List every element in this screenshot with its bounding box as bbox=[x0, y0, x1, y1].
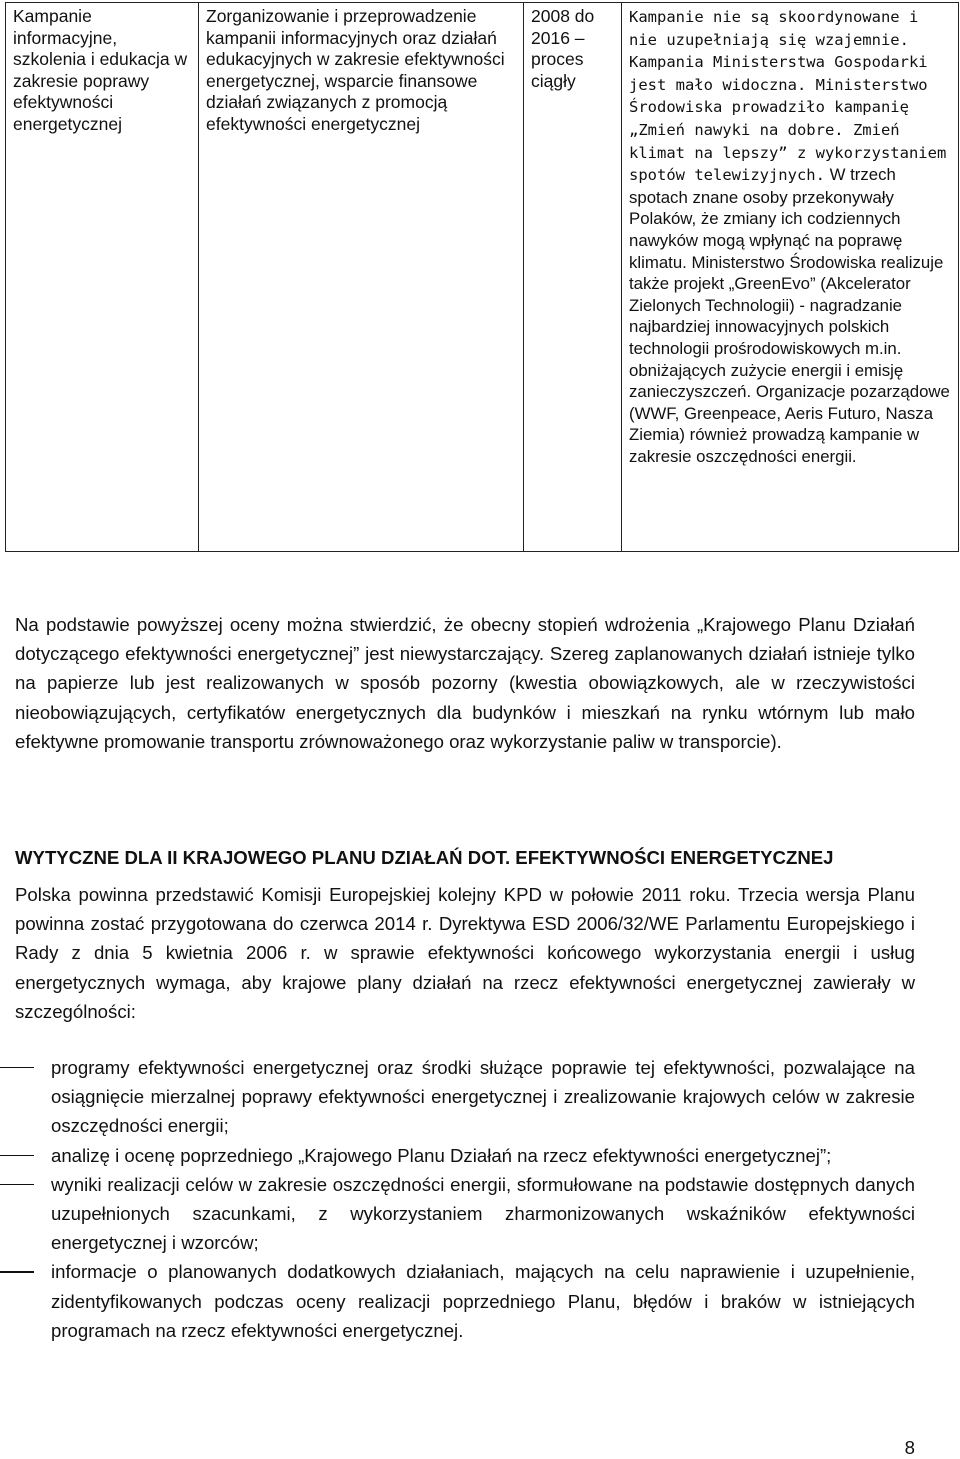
list-item-text: informacje o planowanych dodatkowych działaniach, mających na celu naprawienie i uzupełnienie, zidentyfikowanych podczas oceny realizacji poprzedniego Planu, błędów i braków w istniejących programach na rzecz efektywności energetycznej. bbox=[51, 1261, 915, 1341]
requirements-list bbox=[0, 1053, 915, 1345]
assessment-cell bbox=[622, 3, 959, 552]
list-item bbox=[0, 1053, 915, 1141]
list-item-text: wyniki realizacji celów w zakresie oszczędności energii, sformułowane na podstawie dostępnych danych uzupełnionych szacunkami, z wykorzystaniem zharmonizowanych wskaźników efektywności energetycznej i wzorców; bbox=[51, 1173, 915, 1254]
assessment-text-part2: W trzech spotach znane osoby przekonywały Polaków, że zmiany ich codziennych nawyków mogą wpłynąć na poprawę klimatu. Ministerstwo Środowiska realizuje także projekt „GreenEvo” (Akcelerator Zielonych Technologii) - nagradzanie najbardziej innowacyjnych polskich technologii prośrodowiskowych m.in. obniżających zużycie energii i emisję zanieczyszczeń. Organizacje pozarządowe (WWF, Greenpeace, Aeris Futuro, Nasza Ziemia) również prowadzą kampanie w zakresie oszczędności energii. bbox=[629, 165, 950, 466]
dash-bullet-icon bbox=[0, 1067, 34, 1068]
list-item bbox=[0, 1257, 915, 1345]
section-heading: WYTYCZNE DLA II KRAJOWEGO PLANU DZIAŁAŃ DOT. EFEKTYWNOŚCI ENERGETYCZNEJ bbox=[15, 847, 834, 868]
description-cell: Zorganizowanie i przeprowadzenie kampanii informacyjnych oraz działań edukacyjnych w zakresie efektywności energetycznej, wsparcie finansowe działań związanych z promocją efektywności energetycznej bbox=[199, 3, 524, 552]
category-cell: Kampanie informacyjne, szkolenia i edukacja w zakresie poprawy efektywności energetycznej bbox=[6, 3, 199, 552]
list-item-text: programy efektywności energetycznej oraz środki służące poprawie tej efektywności, pozwalające na osiągnięcie mierzalnej poprawy efektywności energetycznej i zrealizowanie krajowych celów w zakresie oszczędności energii; bbox=[51, 1057, 915, 1137]
table-row bbox=[6, 3, 959, 552]
list-item bbox=[0, 1141, 915, 1170]
dash-bullet-icon bbox=[0, 1271, 34, 1272]
assessment-text-part1: Kampanie nie są skoordynowane i nie uzupełniają się wzajemnie. Kampania Ministerstwa Gospodarki jest mało widoczna. Ministerstwo Środowiska prowadziło kampanię „Zmień nawyki na dobre. Zmień klimat na lepszy” z wykorzystaniem spotów telewizyjnych. bbox=[629, 8, 947, 185]
period-cell: 2008 do 2016 – proces ciągły bbox=[524, 3, 622, 552]
conclusion-paragraph: Na podstawie powyższej oceny można stwierdzić, że obecny stopień wdrożenia „Krajowego Planu Działań dotyczącego efektywności energetycznej” jest niewystarczający. Szereg zaplanowanych działań istnieje tylko na papierze lub jest realizowanych w sposób pozorny (kwestia obowiązkowych, ale w rzeczywistości nieobowiązujących, certyfikatów energetycznych dla budynków i mieszkań na rynku wtórnym lub mało efektywne promowanie transportu zrównoważonego oraz wykorzystanie paliw w transporcie). bbox=[15, 614, 915, 752]
dash-bullet-icon bbox=[0, 1155, 34, 1156]
page-number: 8 bbox=[904, 1437, 915, 1458]
list-item-text: analizę i ocenę poprzedniego „Krajowego Planu Działań na rzecz efektywności energetycznej”; bbox=[51, 1144, 832, 1166]
list-item bbox=[0, 1170, 915, 1258]
measures-table bbox=[5, 2, 959, 552]
dash-bullet-icon bbox=[0, 1184, 34, 1185]
section-intro-paragraph: Polska powinna przedstawić Komisji Europejskiej kolejny KPD w połowie 2011 roku. Trzecia wersja Planu powinna zostać przygotowana do czerwca 2014 r. Dyrektywa ESD 2006/32/WE Parlamentu Europejskiego i Rady z dnia 5 kwietnia 2006 r. w sprawie efektywności końcowego wykorzystania energii i usług energetycznych wymaga, aby krajowe plany działań na rzecz efektywności energetycznej zawierały w szczególności: bbox=[15, 884, 915, 1022]
